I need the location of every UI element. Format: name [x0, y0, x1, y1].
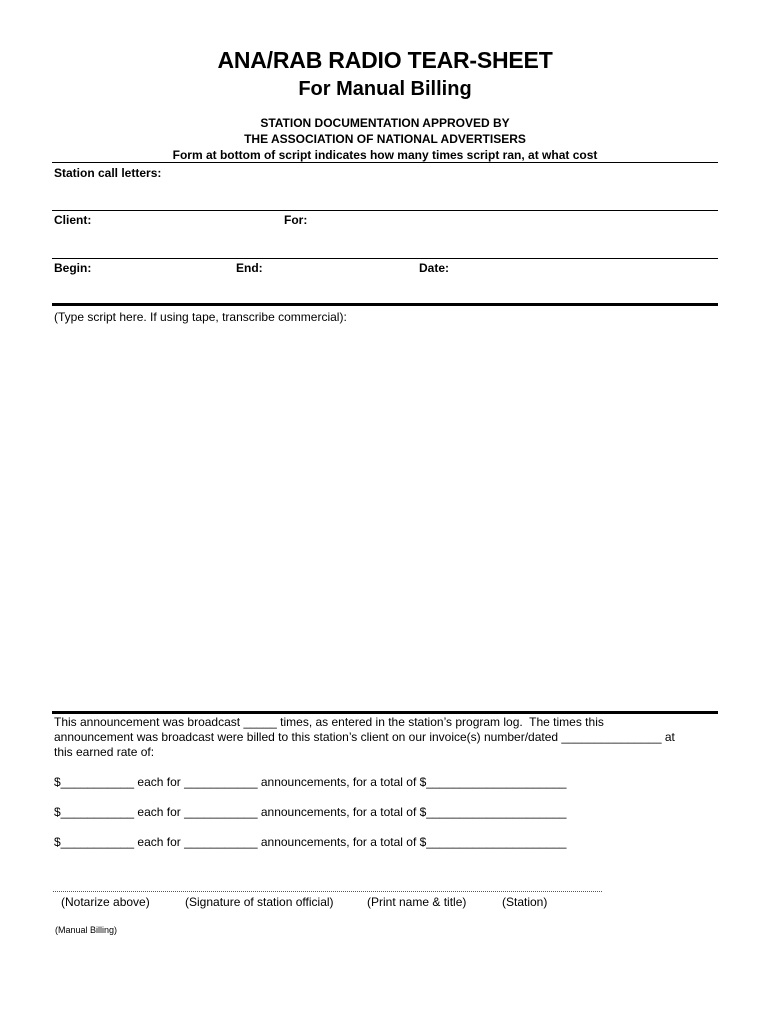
- for-label: For:: [284, 213, 308, 227]
- divider: [52, 258, 718, 259]
- print-name-label: (Print name & title): [367, 895, 467, 909]
- end-label: End:: [236, 261, 263, 275]
- thick-divider: [52, 711, 718, 714]
- rate-line-1[interactable]: $___________ each for ___________ announcements, for a total of $_____________________: [54, 775, 567, 789]
- signature-line[interactable]: [53, 891, 602, 892]
- script-area[interactable]: [52, 330, 718, 705]
- approval-line-1: STATION DOCUMENTATION APPROVED BY: [260, 116, 510, 130]
- date-label: Date:: [419, 261, 450, 275]
- broadcast-line-3: this earned rate of:: [54, 745, 155, 759]
- approval-line-2: THE ASSOCIATION OF NATIONAL ADVERTISERS: [244, 132, 526, 146]
- script-instruction: (Type script here. If using tape, transcribe commercial):: [54, 310, 347, 324]
- station-call-letters-label: Station call letters:: [54, 166, 162, 180]
- divider: [52, 210, 718, 211]
- thick-divider: [52, 303, 718, 306]
- form-subtitle: For Manual Billing: [298, 78, 472, 100]
- signature-official-label: (Signature of station official): [185, 895, 334, 909]
- footer-note: (Manual Billing): [55, 925, 118, 935]
- client-label: Client:: [54, 213, 92, 227]
- rate-line-3[interactable]: $___________ each for ___________ announcements, for a total of $_____________________: [54, 835, 567, 849]
- notarize-label: (Notarize above): [61, 895, 150, 909]
- approval-line-3: Form at bottom of script indicates how many times script ran, at what cost: [172, 148, 598, 162]
- rate-line-2[interactable]: $___________ each for ___________ announcements, for a total of $_____________________: [54, 805, 567, 819]
- divider: [52, 162, 718, 163]
- form-title: ANA/RAB RADIO TEAR-SHEET: [217, 47, 553, 73]
- broadcast-line-2: announcement was broadcast were billed to this station’s client on our invoice(s) number/dated _______________ at: [54, 730, 675, 744]
- station-label: (Station): [502, 895, 548, 909]
- begin-label: Begin:: [54, 261, 92, 275]
- broadcast-line-1: This announcement was broadcast _____ times, as entered in the station’s program log. The times this: [54, 715, 604, 729]
